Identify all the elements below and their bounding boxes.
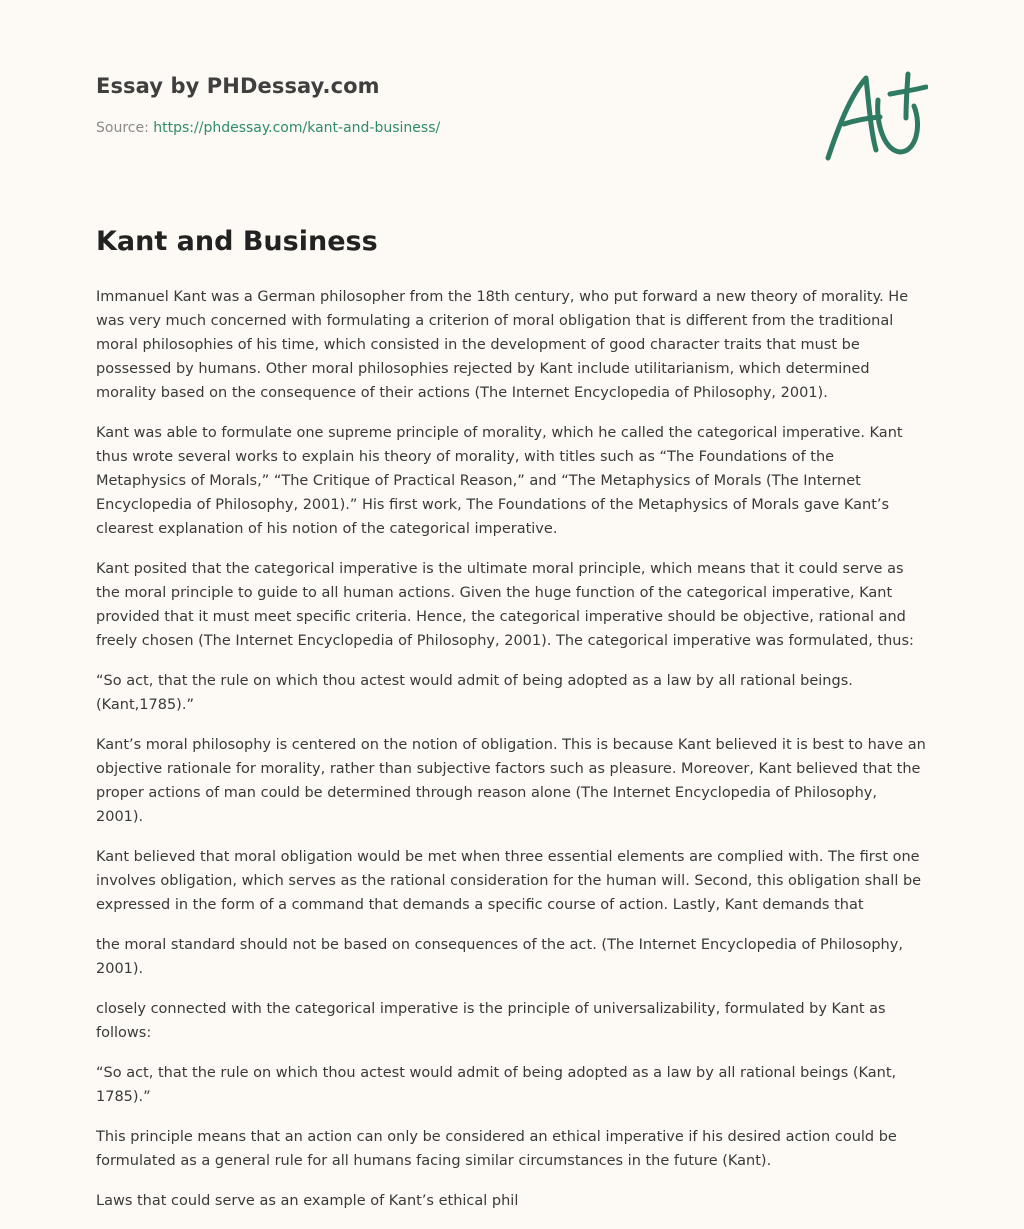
site-title: Essay by PHDessay.com — [96, 74, 380, 98]
essay-header — [96, 74, 924, 136]
article-title: Kant and Business — [96, 226, 378, 257]
paragraph: This principle means that an action can only be considered an ethical imperative if his desired action could be formulated as a general rule for all humans facing similar circumstances in the future (Kant). — [96, 1129, 897, 1169]
quote-paragraph: “So act, that the rule on which thou actest would admit of being adopted as a law by all rational beings (Kant, 1785).” — [96, 1065, 897, 1105]
source-link[interactable]: https://phdessay.com/kant-and-business/ — [153, 120, 441, 136]
truncated-paragraph: Laws that could serve as an example of Kant’s ethical phil — [96, 1193, 519, 1209]
source-line — [96, 120, 924, 136]
paragraph: Kant posited that the categorical imperative is the ultimate moral principle, which means that it could serve as the moral principle to guide to all human actions. Given the huge function of the categorical imperative, Kant provided that it must meet specific criteria. Hence, the categorical imperative should be objective, rational and freely chosen (The Internet Encyclopedia of Philosophy, 2001). The categorical imperative was formulated, thus: — [96, 561, 914, 649]
paragraph: closely connected with the categorical imperative is the principle of universalizability, formulated by Kant as follows: — [96, 1001, 886, 1041]
paragraph: the moral standard should not be based on consequences of the act. (The Internet Encyclopedia of Philosophy, 2001). — [96, 937, 903, 977]
paragraph: Kant’s moral philosophy is centered on the notion of obligation. This is because Kant believed it is best to have an objective rationale for morality, rather than subjective factors such as pleasure. Moreover, Kant believed that the proper actions of man could be determined through reason alone (The Internet Encyclopedia of Philosophy, 2001). — [96, 737, 926, 825]
paragraph: Immanuel Kant was a German philosopher from the 18th century, who put forward a new theory of morality. He was very much concerned with formulating a criterion of moral obligation that is different from the traditional moral philosophies of his time, which consisted in the development of good character traits that must be possessed by humans. Other moral philosophies rejected by Kant include utilitarianism, which determined morality based on the consequence of their actions (The Internet Encyclopedia of Philosophy, 2001). — [96, 289, 909, 401]
source-label: Source: — [96, 120, 149, 136]
paragraph: Kant was able to formulate one supreme principle of morality, which he called the categorical imperative. Kant thus wrote several works to explain his theory of morality, with titles such as “The Foundations of the Metaphysics of Morals,” “The Critique of Practical Reason,” and “The Metaphysics of Morals (The Internet Encyclopedia of Philosophy, 2001).” His first work, The Foundations of the Metaphysics of Morals gave Kant’s clearest explanation of his notion of the categorical imperative. — [96, 425, 903, 537]
quote-paragraph: “So act, that the rule on which thou actest would admit of being adopted as a law by all rational beings. (Kant,1785).” — [96, 673, 853, 713]
a-plus-logo-icon — [822, 66, 928, 166]
article — [96, 226, 928, 1229]
paragraph: Kant believed that moral obligation would be met when three essential elements are complied with. The first one involves obligation, which serves as the rational consideration for the human will. Second, this obligation shall be expressed in the form of a command that demands a specific course of action. Lastly, Kant demands that — [96, 849, 922, 913]
